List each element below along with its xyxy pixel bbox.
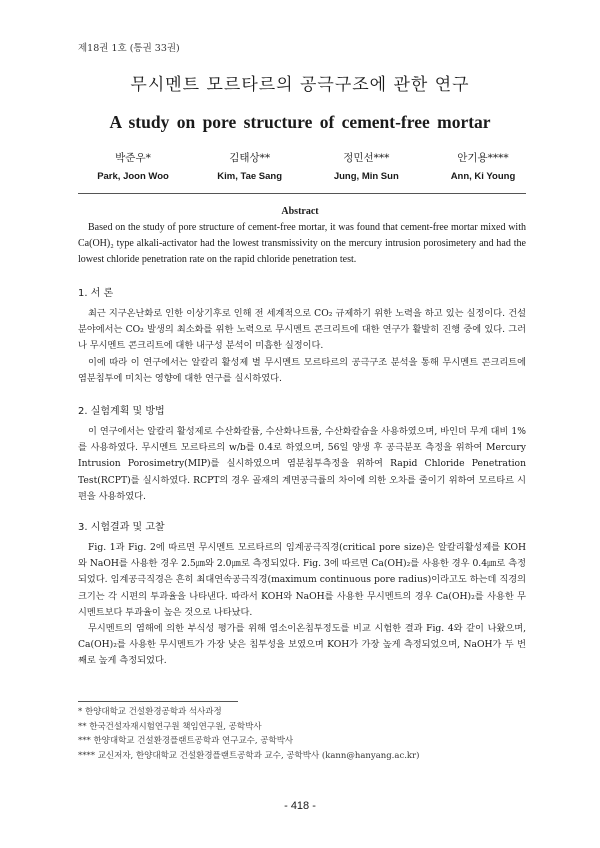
author-1 [78,150,188,182]
author-name-kr: 안기용**** [457,152,509,164]
author-name-kr: 정민선*** [343,152,390,164]
paragraph: Fig. 1과 Fig. 2에 따르면 무시멘트 모르타르의 임계공극직경(critical pore size)은 알칼리활성제를 KOH와 NaOH를 사용한 경우 2.5㎛와 2.0㎛로 측정되었다. Fig. 3에 따르면 Ca(OH)₂를 사용한 경우 0.4㎛로 측정되었다. 임계공극직경은 흔히 최대연속공극직경(maximum continuous pore radius)이라고도 하는데 직경의 크기는 각 시편의 투과율을 나타낸다. 따라서 KOH와 NaOH를 사용한 무시멘트의 경우 Ca(OH)₂를 사용한 무시멘트보다 투과율이 높은 것으로 나타났다. [78,542,526,618]
divider-line [78,193,526,194]
author-name-kr: 김태상** [229,152,271,164]
footnote: ** 한국건설자재시험연구원 책임연구원, 공학박사 [78,721,262,732]
author-name-en: Ann, Ki Young [450,171,516,182]
section-results [78,518,526,670]
author-3 [311,150,421,182]
author-2 [195,150,305,182]
author-name-kr: 박준우* [115,152,151,164]
footnote: **** 교신저자, 한양대학교 건설환경플랜트공학과 교수, 공학박사 (kann@hanyang.ac.kr) [78,750,420,761]
section-title: 3. 시험결과 및 고찰 [78,522,165,533]
paragraph: 무시멘트의 염해에 의한 부식성 평가를 위해 염소이온침투정도를 비교 시험한 결과 Fig. 4와 같이 나왔으며, Ca(OH)₂를 사용한 무시멘트가 가장 낮은 침투성을 보였으며 KOH가 가장 높게 측정되었으며, NaOH가 두 번째로 높게 측정되었다. [78,623,526,667]
title-english: A study on pore structure of cement-free mortar [109,112,491,132]
author-name-en: Kim, Tae Sang [217,171,283,182]
title-korean: 무시멘트 모르타르의 공극구조에 관한 연구 [130,75,470,95]
author-4 [428,150,538,182]
author-name-en: Park, Joon Woo [97,171,169,182]
journal-header: 제18권 1호 (통권 33권) [78,43,180,54]
footnote-divider [78,701,238,702]
paragraph: 이에 따라 이 연구에서는 알칼리 활성제 별 무시멘트 모르타르의 공극구조 분석을 통해 무시멘트 콘크리트에 염분침투에 미치는 영향에 대한 연구를 실시하였다. [78,356,526,384]
footnote: * 한양대학교 건설환경공학과 석사과정 [78,707,222,717]
paragraph: 이 연구에서는 알칼리 활성제로 수산화칼륨, 수산화나트륨, 수산화칼슘을 사용하였으며, 바인더 무게 대비 1%를 사용하였다. 무시멘트 모르타르의 w/b를 0.4로 하였으며, 56일 양생 후 공극분포 측정을 위하여 Mercury Intrusion Porosimetry(MIP)를 실시하였으며 염분침투측정을 위하여 Rapid Chloride Penetration Test(RCPT)를 실시하였다. RCPT의 경우 골재의 계면공극률의 차이에 의한 오차를 줄이기 위하여 모르타르 시편을 사용하였다. [78,426,526,502]
section-title: 1. 서 론 [78,288,114,299]
section-introduction [78,284,526,387]
page-number: - 418 - [284,800,316,812]
author-name-en: Jung, Min Sun [333,171,399,182]
section-title: 2. 실험계획 및 방법 [78,406,165,417]
author-list [78,150,538,182]
section-method [78,402,526,505]
abstract-text: Based on the study of pore structure of cement-free mortar, it was found that cement-free mortar mixed with Ca(OH)₂ type alkali-activator had the lowest transmissivity on the mercury intrusion porosimetery and had the lowest chloride penetration rate on the rapid chloride penetration test. [78,222,526,265]
footnote: *** 한양대학교 건설환경플랜트공학과 연구교수, 공학박사 [78,736,294,746]
paragraph: 최근 지구온난화로 인한 이상기후로 인해 전 세계적으로 CO₂ 규제하기 위한 노력을 하고 있는 실정이다. 건설 분야에서는 CO₂ 발생의 최소화를 위한 노력으로 무시멘트 콘크리트에 대한 연구가 활발히 진행 중에 있다. 그러나 무시멘트 콘크리트에 대한 내구성 분석이 미흡한 실정이다. [78,308,526,352]
footnotes [78,705,538,763]
abstract-title: Abstract [281,206,319,217]
